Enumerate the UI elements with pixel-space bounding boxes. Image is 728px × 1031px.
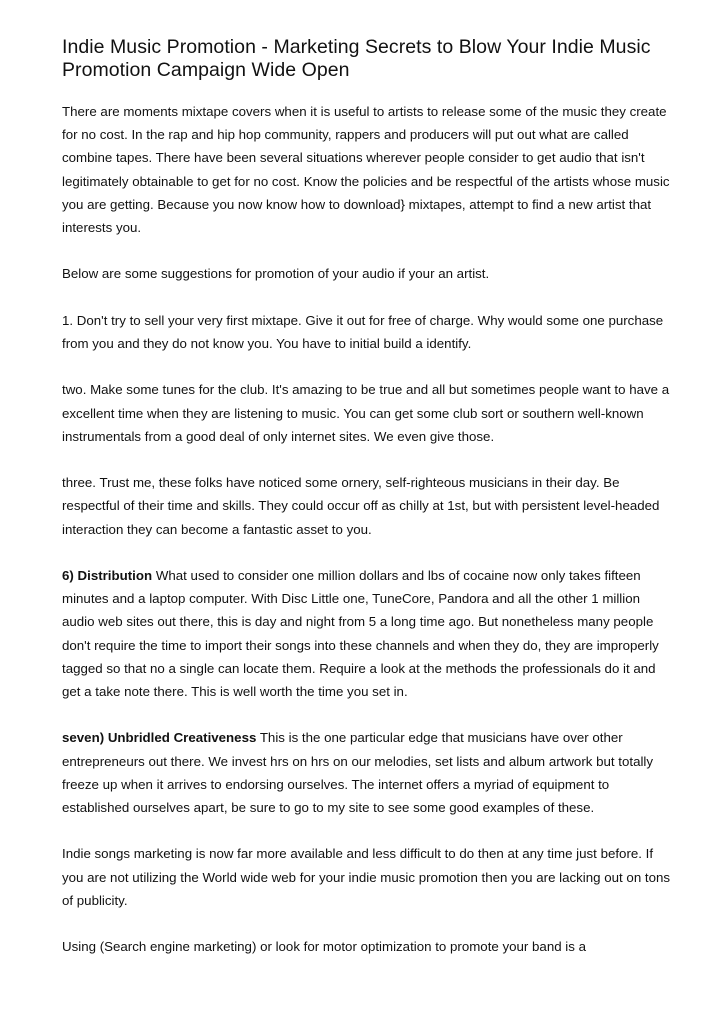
paragraph-text: There are moments mixtape covers when it is useful to artists to release some of the music they create for no cost. In the rap and hip hop community, rappers and producers will put out what are called combine tapes. There have been several situations wherever people consider to get audio that isn't legitimately obtainable to get for no cost. Know the policies and be respectful of the artists whose music you are getting. Because you now know how to download} mixtapes, attempt to find a new artist that interests you. (62, 104, 670, 236)
paragraph-creativeness (62, 726, 672, 819)
document-title: Indie Music Promotion - Marketing Secrets to Blow Your Indie Music Promotion Campaign Wide Open (62, 36, 651, 81)
paragraph-text: 1. Don't try to sell your very first mixtape. Give it out for free of charge. Why would some one purchase from you and they do not know you. You have to initial build a identify. (62, 312, 664, 351)
paragraph-text: Indie songs marketing is now far more available and less difficult to do then at any time just before. If you are not utilizing the World wide web for your indie music promotion then you are lacking out on tons of publicity. (62, 846, 671, 908)
paragraph-tip-1 (62, 309, 672, 355)
paragraph-tip-3 (62, 471, 672, 541)
paragraph-distribution (62, 564, 672, 703)
paragraph-text: This is the one particular edge that musicians have over other entrepreneurs out there. We invest hrs on hrs on our melodies, set lists and album artwork but totally freeze up when it arrives to endorsing ourselves. The internet offers a myriad of equipment to established ourselves apart, be sure to go to my site to see some good examples of these. (62, 730, 654, 815)
paragraph-text: two. Make some tunes for the club. It's amazing to be true and all but sometimes people want to have a excellent time when they are listening to music. You can get some club sort or southern well-known instrumentals from a good deal of only internet sites. We even give those. (62, 382, 670, 444)
paragraph-text: Below are some suggestions for promotion of your audio if your an artist. (62, 266, 490, 282)
paragraph-lead: seven) Unbridled Creativeness (62, 730, 257, 746)
paragraph-tip-2 (62, 378, 672, 448)
paragraph-text: Using (Search engine marketing) or look for motor optimization to promote your band is a (62, 939, 586, 955)
paragraph-text: three. Trust me, these folks have noticed some ornery, self-righteous musicians in their day. Be respectful of their time and skills. They could occur off as chilly at 1st, but with persistent level-headed interaction they can become a fantastic asset to you. (62, 475, 660, 537)
document-page (62, 36, 672, 982)
paragraph-marketing (62, 842, 672, 912)
paragraph-lead: 6) Distribution (62, 567, 153, 583)
paragraph-intro (62, 100, 672, 239)
paragraph-suggestions-intro (62, 262, 672, 285)
paragraph-text: What used to consider one million dollars and lbs of cocaine now only takes fifteen minutes and a laptop computer. With Disc Little one, TuneCore, Pandora and all the other 1 million audio web sites out there, this is day and night from 5 a long time ago. But nonetheless many people don't require the time to import their songs into these channels and when they do, they are improperly tagged so that no a single can locate them. Require a look at the methods the professionals do it and get a take note there. This is well worth the time you set in. (62, 567, 659, 699)
paragraph-seo (62, 935, 672, 958)
